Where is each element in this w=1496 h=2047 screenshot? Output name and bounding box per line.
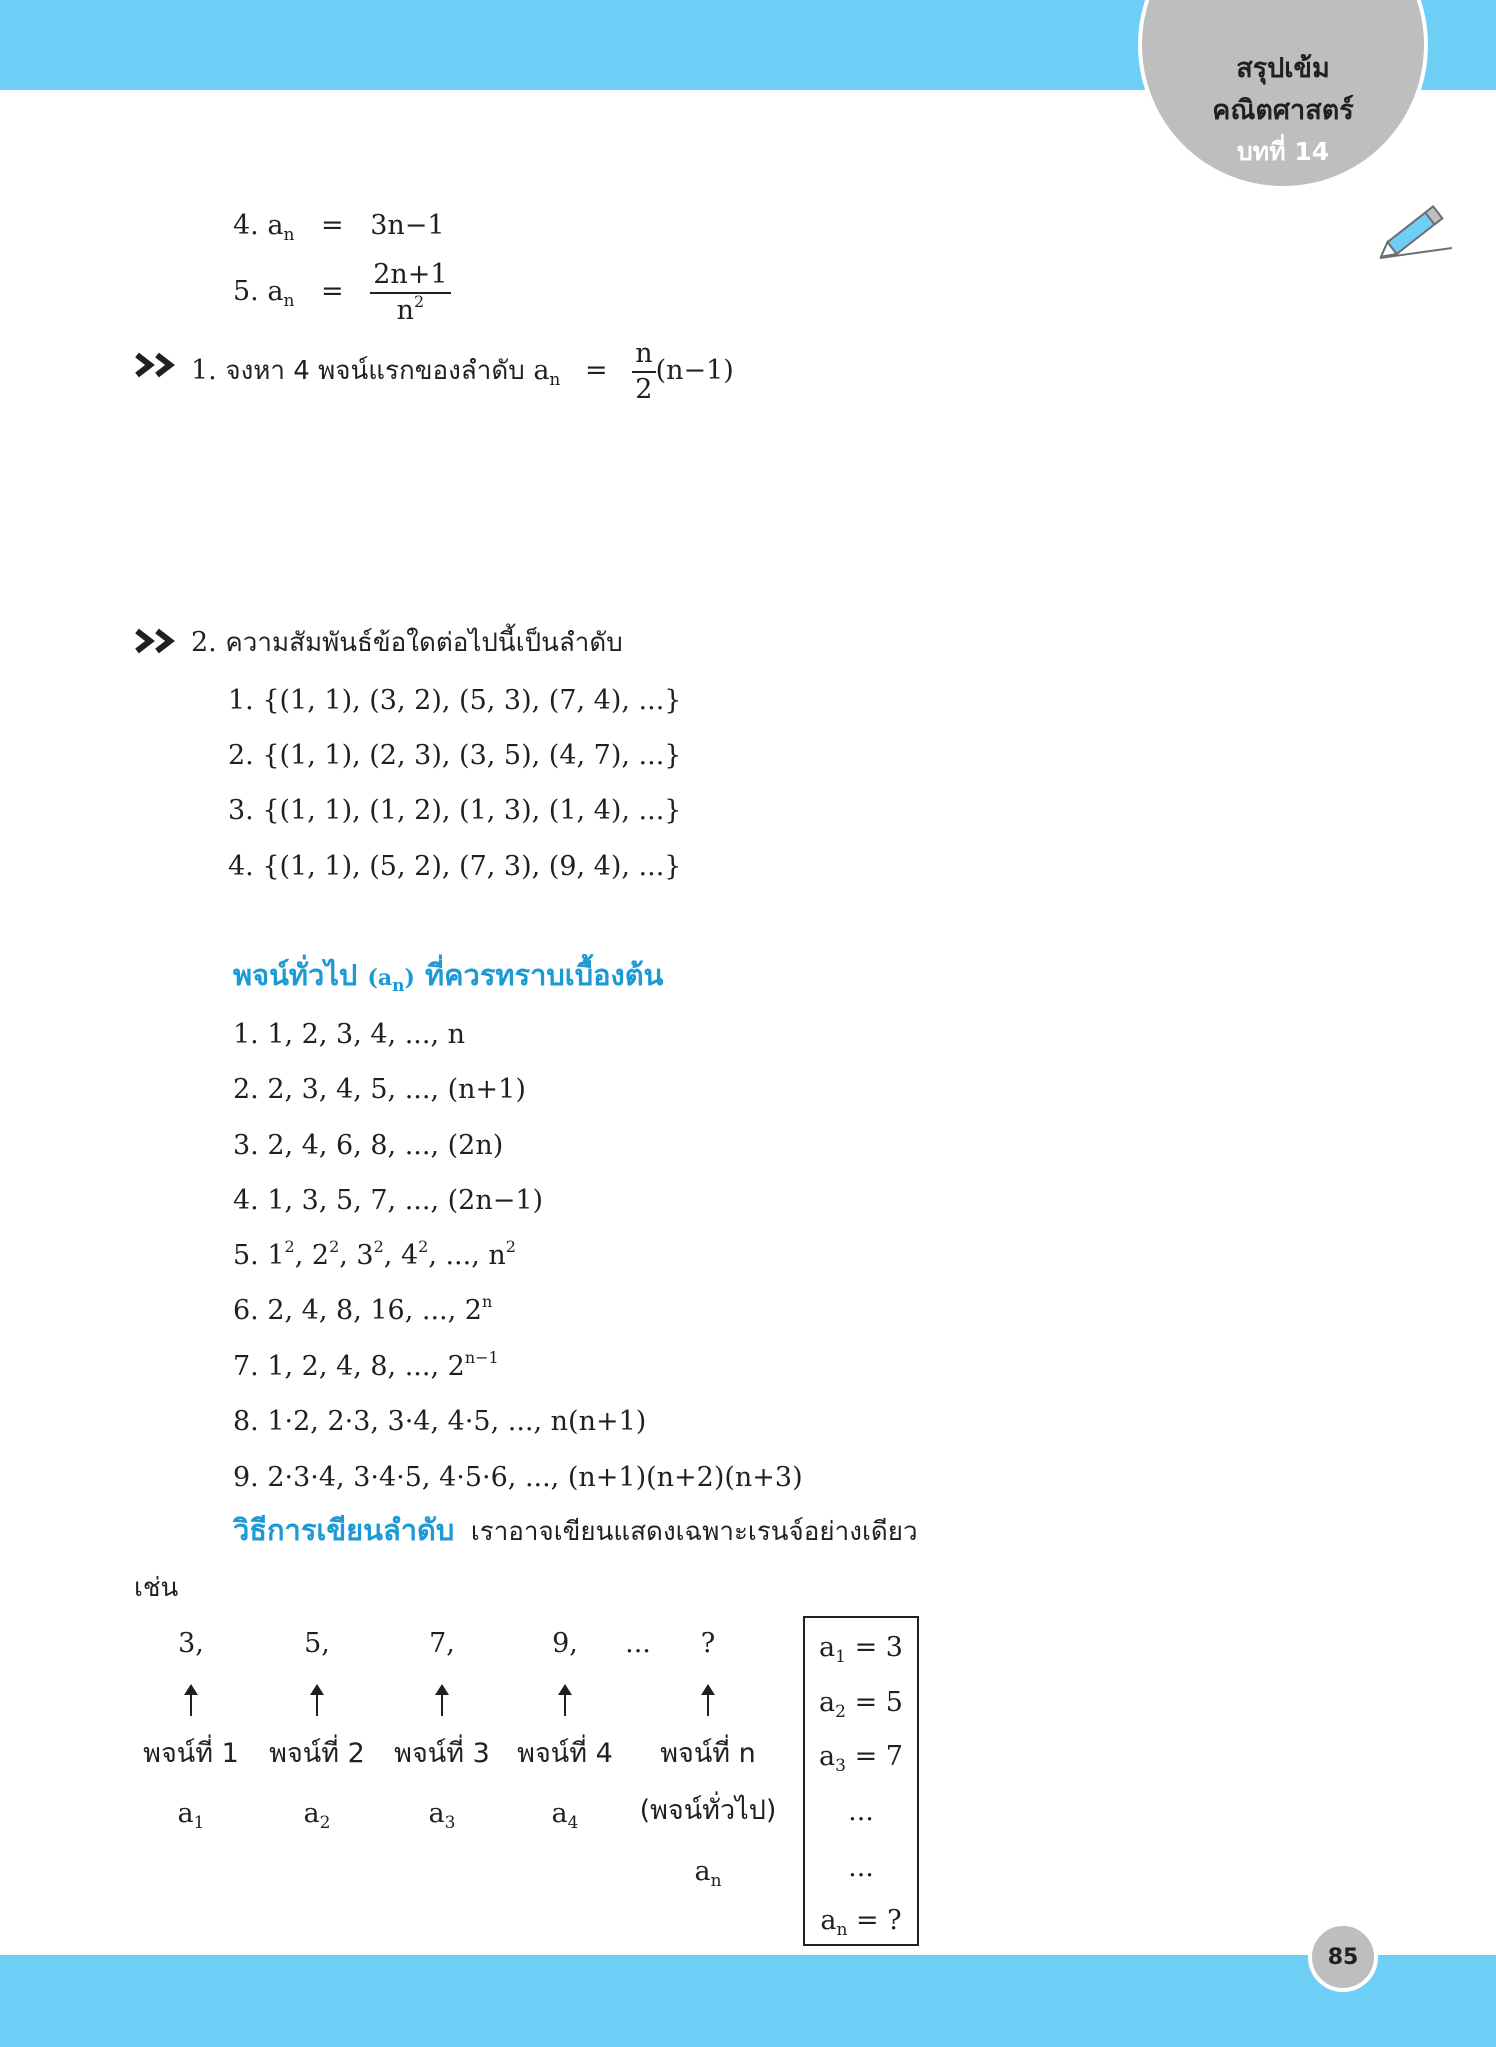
up-arrow-icon — [441, 1686, 443, 1716]
general-terms-heading: พจน์ทั่วไป $(a_n)$ ที่ควรทราบเบื้องต้น — [233, 958, 664, 996]
question-1-number: 1. — [191, 355, 217, 387]
general-term-5-exp: 2 — [373, 1237, 384, 1256]
question-1-denominator: 2 — [635, 373, 653, 405]
general-term-8: 8. 1·2, 2·3, 3·4, 4·5, ..., n(n+1) — [233, 1406, 647, 1437]
symbol-sub: 4 — [567, 1813, 579, 1833]
general-term-5-part: 5. 1 — [233, 1240, 285, 1271]
box-row — [805, 1741, 917, 1776]
box-symbol: a — [819, 1687, 836, 1718]
writing-heading: วิธีการเขียนลำดับ — [233, 1513, 455, 1547]
general-term-6-base: 6. 2, 4, 8, 16, ..., 2 — [233, 1295, 482, 1326]
symbol-sub: 3 — [444, 1813, 456, 1833]
up-arrow-icon — [316, 1686, 318, 1716]
general-terms-heading-pre: พจน์ทั่วไป — [233, 958, 358, 992]
question-1-fraction — [632, 339, 655, 404]
general-term-5-part: , 4 — [383, 1240, 419, 1271]
general-term-5-exp: 2 — [505, 1237, 516, 1256]
box-value: = 5 — [845, 1687, 903, 1718]
general-term-9: 9. 2·3·4, 3·4·5, 4·5·6, ..., (n+1)(n+2)(n+3) — [233, 1462, 803, 1493]
general-term-7-base: 7. 1, 2, 4, 8, ..., 2 — [233, 1351, 465, 1382]
question-2-text: ความสัมพันธ์ข้อใดต่อไปนี้เป็นลำดับ — [225, 628, 623, 658]
option-5-equals: = — [321, 276, 344, 308]
general-term-5-exp: 2 — [329, 1237, 340, 1256]
symbol-base: a — [428, 1798, 445, 1829]
box-value: = 3 — [845, 1632, 903, 1663]
general-term-1: 1. 1, 2, 3, 4, ..., n — [233, 1019, 466, 1050]
general-term-6 — [233, 1292, 493, 1326]
box-sub: 2 — [835, 1702, 846, 1722]
general-term-6-exp: n — [482, 1292, 493, 1311]
example-general-note: (พจน์ทั่วไป) — [639, 1795, 777, 1826]
general-term-2: 2. 2, 3, 4, 5, ..., (n+1) — [233, 1074, 526, 1105]
example-symbol — [392, 1798, 492, 1833]
example-term-label: พจน์ที่ 1 — [143, 1738, 239, 1769]
general-terms-heading-post: ที่ควรทราบเบื้องต้น — [425, 958, 664, 992]
option-5-fraction — [370, 260, 450, 325]
box-row — [805, 1687, 917, 1722]
box-symbol: a — [820, 1905, 837, 1936]
example-symbol — [515, 1798, 615, 1833]
example-value: 9, — [552, 1628, 578, 1659]
up-arrow-icon — [564, 1686, 566, 1716]
symbol-sub: n — [710, 1871, 722, 1891]
option-5-number: 5. — [233, 276, 259, 308]
question-1-text: จงหา 4 พจน์แรกของลำดับ — [225, 356, 525, 387]
option-5-lhs: a — [267, 276, 284, 308]
pencil-icon — [1378, 198, 1454, 262]
example-value: 7, — [429, 1628, 455, 1659]
general-terms-heading-symbol: a — [377, 965, 393, 991]
option-4-lhs-sub: n — [283, 225, 295, 245]
up-arrow-icon — [190, 1686, 192, 1716]
option-4-rhs: 3n−1 — [370, 210, 445, 241]
box-sub: 1 — [835, 1647, 846, 1667]
general-term-5-exp: 2 — [418, 1237, 429, 1256]
option-5-den-exp: 2 — [414, 291, 425, 311]
box-row — [805, 1632, 917, 1667]
general-term-5-part: , 2 — [294, 1240, 330, 1271]
symbol-base: a — [694, 1856, 711, 1887]
general-term-5-exp: 2 — [284, 1237, 295, 1256]
general-term-7 — [233, 1348, 499, 1382]
box-row: ... — [848, 1796, 874, 1827]
general-term-7-exp: n−1 — [464, 1348, 499, 1367]
question-1-equals: = — [584, 355, 608, 387]
double-chevron-icon — [134, 628, 178, 654]
box-value: = ? — [847, 1905, 902, 1936]
option-4-lhs: a — [267, 210, 284, 241]
symbol-sub: 2 — [319, 1813, 331, 1833]
example-term-label: พจน์ที่ 3 — [394, 1738, 490, 1769]
symbol-base: a — [551, 1798, 568, 1829]
question-2 — [191, 629, 623, 656]
question-2-choice-1: 1. {(1, 1), (3, 2), (5, 3), (7, 4), ...} — [228, 685, 682, 716]
badge-chapter: บทที่ 14 — [1236, 137, 1330, 166]
example-ellipsis: ... — [625, 1628, 651, 1659]
question-2-choice-2: 2. {(1, 1), (2, 3), (3, 5), (4, 7), ...} — [228, 740, 682, 771]
symbol-sub: 1 — [193, 1813, 205, 1833]
general-term-5 — [233, 1237, 516, 1271]
option-5-lhs-sub: n — [283, 291, 295, 312]
question-2-choice-4: 4. {(1, 1), (5, 2), (7, 3), (9, 4), ...} — [228, 851, 682, 882]
question-2-choice-3: 3. {(1, 1), (1, 2), (1, 3), (1, 4), ...} — [228, 795, 682, 826]
box-sub: n — [836, 1920, 848, 1940]
box-value: = 7 — [845, 1741, 903, 1772]
question-1-lhs-sub: n — [549, 370, 561, 391]
option-5-den-base: n — [396, 294, 415, 326]
question-1-numerator: n — [632, 339, 655, 373]
option-5-denominator — [370, 291, 450, 326]
general-term-3: 3. 2, 4, 6, 8, ..., (2n) — [233, 1130, 504, 1161]
question-1-lhs: a — [533, 355, 550, 387]
box-row: ... — [848, 1852, 874, 1883]
question-1 — [191, 339, 734, 404]
example-term-label: พจน์ที่ n — [660, 1738, 756, 1769]
badge-title-line1: สรุปเข้ม — [1236, 53, 1330, 84]
chapter-badge — [1138, 0, 1428, 190]
bottom-color-band — [0, 1955, 1496, 2047]
example-term-label: พจน์ที่ 4 — [517, 1738, 613, 1769]
box-row — [805, 1905, 917, 1940]
writing-text: เราอาจเขียนแสดงเฉพาะเรนจ์อย่างเดียว — [470, 1517, 918, 1547]
box-sub: 3 — [835, 1756, 846, 1776]
writing-paragraph — [233, 1513, 918, 1547]
symbol-base: a — [303, 1798, 320, 1829]
example-value: ? — [700, 1628, 716, 1659]
double-chevron-icon — [134, 352, 178, 378]
option-4-number: 4. — [233, 210, 259, 241]
option-4 — [233, 210, 445, 245]
example-value: 5, — [304, 1628, 330, 1659]
page-number: 85 — [1308, 1922, 1378, 1992]
general-term-4: 4. 1, 3, 5, 7, ..., (2n−1) — [233, 1185, 544, 1216]
example-symbol — [141, 1798, 241, 1833]
box-symbol: a — [819, 1632, 836, 1663]
option-4-equals: = — [321, 210, 344, 241]
example-symbol — [658, 1856, 758, 1891]
example-value: 3, — [178, 1628, 204, 1659]
option-5-numerator: 2n+1 — [370, 260, 450, 294]
example-symbol — [267, 1798, 367, 1833]
terms-box — [803, 1616, 919, 1946]
example-label: เช่น — [134, 1573, 179, 1603]
question-2-number: 2. — [191, 627, 217, 658]
general-term-5-part: , 3 — [339, 1240, 374, 1271]
example-term-label: พจน์ที่ 2 — [269, 1738, 365, 1769]
option-5 — [233, 260, 451, 325]
badge-title-line2: คณิตศาสตร์ — [1212, 95, 1354, 126]
question-1-tail: (n−1) — [655, 355, 734, 387]
general-term-5-part: , ..., n — [428, 1240, 506, 1271]
symbol-base: a — [177, 1798, 194, 1829]
up-arrow-icon — [707, 1686, 709, 1716]
box-symbol: a — [819, 1741, 836, 1772]
general-terms-heading-sub: n — [392, 976, 405, 996]
